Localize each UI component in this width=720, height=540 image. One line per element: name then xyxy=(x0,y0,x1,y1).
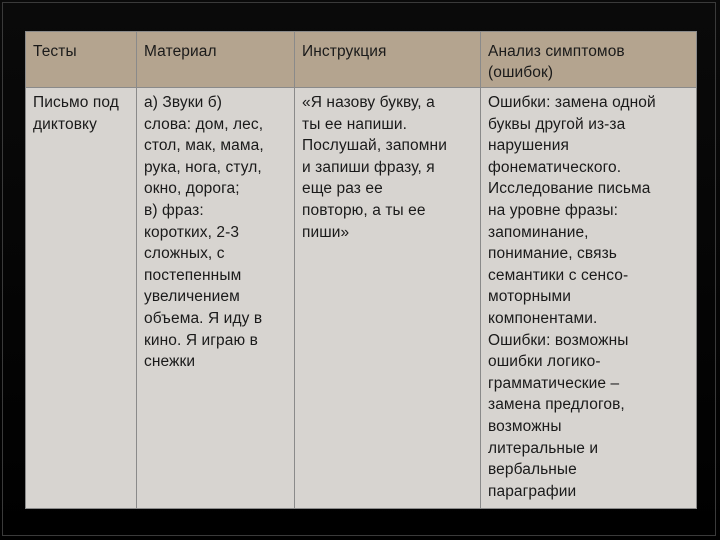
table-header-row xyxy=(26,32,697,88)
header-material: Материал xyxy=(137,32,295,88)
cell-analysis: Ошибки: замена одной буквы другой из-за нарушения фонематического. Исследование письма на уровне фразы: запоминание, понимание, связь семантики с сенсо- моторными компонентами. Ошибки: возможны ошибки логико- грамматические – замена предлогов, возможны литеральные и вербальные параграфии xyxy=(481,88,697,509)
header-instruction: Инструкция xyxy=(295,32,481,88)
symptom-analysis-table xyxy=(25,31,697,509)
cell-test: Письмо под диктовку xyxy=(26,88,137,509)
table-row xyxy=(26,88,697,509)
header-symptom-analysis: Анализ симптомов (ошибок) xyxy=(481,32,697,88)
header-tests: Тесты xyxy=(26,32,137,88)
cell-material: а) Звуки б) слова: дом, лес, стол, мак, мама, рука, нога, стул, окно, дорога; в) фраз: коротких, 2-3 сложных, с постепенным увеличением объема. Я иду в кино. Я играю в снежки xyxy=(137,88,295,509)
cell-instruction: «Я назову букву, а ты ее напиши. Послушай, запомни и запиши фразу, я еще раз ее повторю, а ты ее пиши» xyxy=(295,88,481,509)
